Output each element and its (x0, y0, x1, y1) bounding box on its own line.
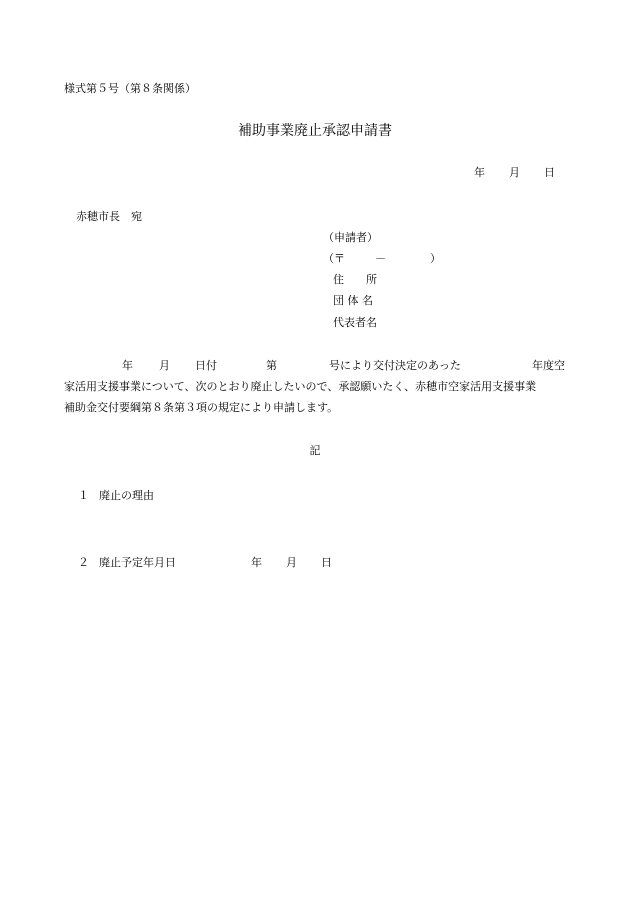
postal-code-open: （〒 (323, 252, 345, 265)
body-nendo-text: 年度空 (532, 359, 565, 372)
body-go-text: 号により交付決定のあった (329, 359, 461, 372)
address-label: 住 所 (333, 273, 377, 286)
item-label-reason: 廃止の理由 (99, 489, 154, 502)
body-line-3: 補助金交付要綱第８条第３項の規定により申請します。 (64, 401, 339, 414)
planned-month-label: 月 (286, 556, 297, 569)
representative-name-label: 代表者名 (333, 316, 377, 329)
item-label-planned-date: 廃止予定年月日 (99, 556, 176, 569)
addressee: 赤穂市長 宛 (76, 210, 142, 223)
planned-year-label: 年 (251, 556, 262, 569)
planned-day-label: 日 (321, 556, 332, 569)
date-day-label: 日 (544, 166, 555, 179)
organization-name-label: 団 体 名 (333, 294, 373, 307)
body-month-label: 月 (159, 359, 170, 372)
document-title: 補助事業廃止承認申請書 (238, 123, 392, 139)
postal-code-close: ） (430, 252, 441, 265)
postal-code-dash: － (375, 252, 386, 265)
applicant-heading: （申請者） (323, 231, 378, 244)
body-paragraph (64, 355, 569, 418)
item-number: ２ (78, 556, 89, 569)
body-line-1 (64, 355, 569, 376)
date-month-label: 月 (509, 166, 520, 179)
body-day-label: 日付 (195, 359, 217, 372)
body-dai-label: 第 (266, 359, 277, 372)
body-year-label: 年 (122, 359, 133, 372)
item-number: １ (78, 489, 89, 502)
body-line-2: 家活用支援事業について、次のとおり廃止したいので、承認願いたく、赤穂市空家活用支援事業 (64, 380, 537, 393)
ki-marker: 記 (309, 444, 321, 457)
date-year-label: 年 (474, 166, 485, 179)
form-number: 様式第５号（第８条関係） (64, 82, 196, 95)
